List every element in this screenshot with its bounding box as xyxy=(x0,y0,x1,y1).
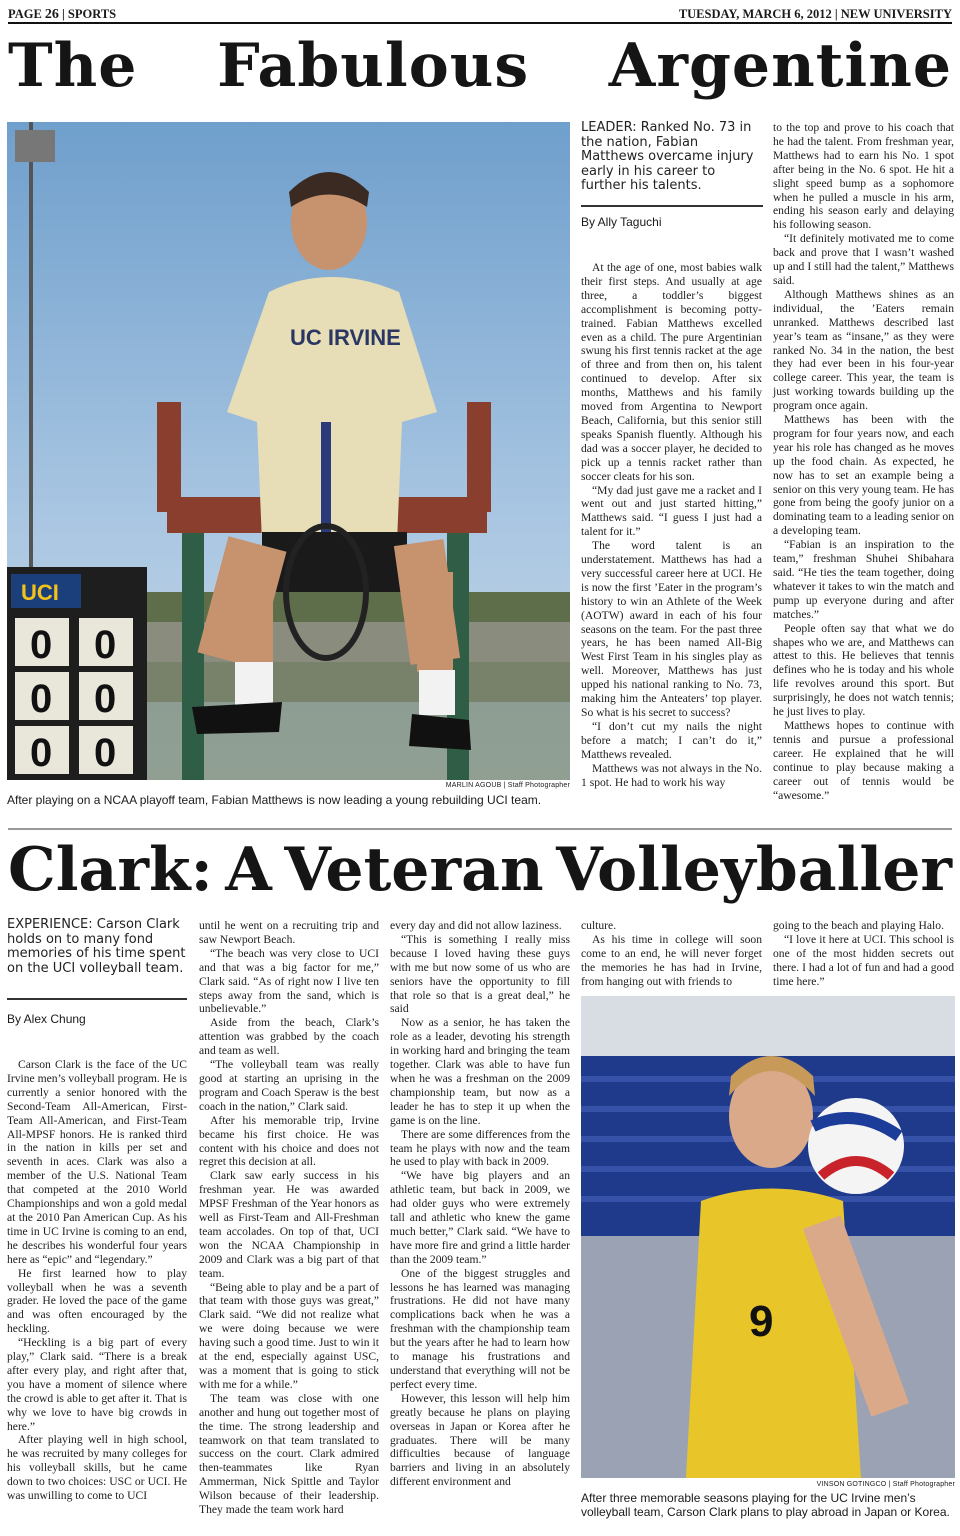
paragraph: Although Matthews shines as an individual, the ’Eaters remain unranked. Matthews described last year’s team as “insane,” as they were ranked No. 34 in the nation, the best they had ever been in his four-year college career. This year, the team is just working towards building up the program once again. xyxy=(773,287,954,413)
photo-credit-story1: MARLIN AGOUB | Staff Photographer xyxy=(445,782,570,789)
paragraph: After his memorable trip, Irvine became his first choice. He was content with his choice and does not regret this decision at all. xyxy=(199,1113,379,1169)
page-section-label xyxy=(8,7,116,23)
paragraph: Matthews has been with the program for four years now, and each year his role has changed as he moves up the food chain. As expected, he now has to set an example being a senior on this very young team. He has gone from being the goofy junior on a dominating team to a leading senior on a developing team. xyxy=(773,413,954,538)
paragraph: Aside from the beach, Clark’s attention was grabbed by the coach and team as well. xyxy=(199,1016,379,1058)
paragraph: The team was close with one another and hung out together most of the time. The strong leadership and teamwork on that team translated to success on the court. Clark admired then-teammates like Ryan Ammerman, Nick Spittle and Taylor Wilson because of their leadership. They made the team work hard xyxy=(199,1391,379,1517)
paragraph: going to the beach and playing Halo. xyxy=(773,919,944,932)
paragraph: Clark saw early success in his freshman year. He was awarded MPSF Freshman of the Year honors as well as First-Team and All-Freshman team accolades. On top of that, UCI won the NCAA Championship in 2009 and Clark was a big part of that team. xyxy=(199,1169,379,1280)
photo-caption-story1: After playing on a NCAA playoff team, Fabian Matthews is now leading a young rebuilding UCI team. xyxy=(7,793,542,807)
page-header xyxy=(8,4,952,24)
page-label: PAGE xyxy=(8,7,42,21)
paragraph: One of the biggest struggles and lessons he has learned was managing frustrations. He did not have many complications back when he was a freshman with the championship team but the years after he had to learn how to manage his frustrations and understand that everything will not be perfect every time. xyxy=(390,1266,570,1391)
score-digit: 0 xyxy=(30,623,53,667)
jersey-text: UC IRVINE xyxy=(290,325,401,350)
paragraph: to the top and prove to his coach that he had the talent. From freshman year, Matthews had to earn his No. 1 spot after being in the No. 6 spot. He hit a slight speed bump as a sophomore when he pulled a muscle in his arm, ending his season early and delaying his following season. xyxy=(773,121,954,232)
paragraph: “The volleyball team was really good at starting an uprising in the program and Coach Speraw is the best coach in the nation,” Clark said. xyxy=(199,1058,379,1113)
tennis-photo xyxy=(7,122,570,780)
article-column-story2-b xyxy=(199,919,379,1517)
paragraph: However, this lesson will help him greatly because he plans on playing overseas in Japan or Korea after he graduates. There will be many difficulties because of language barriers and living in an absolutely different environment and xyxy=(390,1391,570,1489)
article-column-story2-d xyxy=(581,919,762,989)
paragraph: People often say that what we do shapes who we are, and Matthews can attest to this. He believes that tennis defines who he is today and his whole life revolves around this sport. But surprisingly, he does not watch tennis; he just lives to play. xyxy=(773,621,954,719)
deck-rule xyxy=(7,998,187,1000)
paragraph: every day and did not allow laziness. xyxy=(390,919,562,932)
headline-word: Veteran xyxy=(284,835,544,905)
paragraph: until he went on a recruiting trip and saw Newport Beach. xyxy=(199,919,379,946)
byline-story2: By Alex Chung xyxy=(7,1012,86,1026)
article-column-story1-b xyxy=(773,121,954,802)
paragraph: At the age of one, most babies walk their first steps. And usually at age three, a toddler’s biggest accomplishment is becoming potty-trained. Fabian Matthews excelled even as a child. The pure Argentinian swung his first tennis racket at the age of three and from then on, his talent continued to develop. After six months, Matthews and his family moved from Argentina to Newport Beach, California, but this senior still speaks Spanish fluently. Although his dad was a soccer player, he decided to pick up a tennis racket rather than soccer cleats for his son. xyxy=(581,261,762,483)
paragraph: “I love it here at UCI. This school is one of the most hidden secrets out there. I had a lot of fun and had a good time here.” xyxy=(773,932,954,988)
paragraph: “This is something I really miss because I loved having these guys with me but now some of us who are seniors have the opportunity to fill that role so that is a great deal,” he said xyxy=(390,932,570,1016)
headline-word: Clark: xyxy=(8,835,213,905)
paragraph: “Being able to play and be a part of that team with those guys was great,” Clark said. “We did not realize what we were doing because we were having such a good time. Just to win it at the end, especially against USC, was a moment that is going to stick with me for a while.” xyxy=(199,1280,379,1391)
paragraph: He first learned how to play volleyball when he was a seventh grader. He loved the pace of the game and was often encouraged by the heckling. xyxy=(7,1266,187,1336)
score-digit: 0 xyxy=(30,731,53,775)
headline-word: Fabulous xyxy=(217,31,530,101)
paragraph: “We have big players and an athletic team, but back in 2009, we had older guys who were extremely tall and athletic who knew the game much better,” Clark said. “We have to have more fire and grind a little harder than the 2009 team.” xyxy=(390,1169,570,1266)
photo-caption-story2: After three memorable seasons playing for the UC Irvine men’s volleyball team, Carson Clark plans to play abroad in Japan or Korea. xyxy=(581,1491,950,1519)
byline-story1: By Ally Taguchi xyxy=(581,215,662,229)
score-digit: 0 xyxy=(94,677,117,721)
article-column-story2-a xyxy=(7,1058,187,1503)
score-digit: 0 xyxy=(30,677,53,721)
paragraph: The word talent is an understatement. Matthews has had a very successful career here at UCI. He is now the first ’Eater in the program’s history to win an Athlete of the Week (AOTW) award in each of his four seasons on the team. For the past three years, he has been named All-Big West First Team in his singles play as well. Moreover, Matthews has just upped his national ranking to No. 73, making him the Anteaters’ top player. So what is his secret to success? xyxy=(581,539,762,719)
photo-credit-story2: VINSON GOTINGCO | Staff Photographer xyxy=(816,1481,955,1488)
headline-word: Argentine xyxy=(608,31,952,101)
headline-word: A xyxy=(225,835,272,905)
paragraph: “Heckling is a big part of every play,” Clark said. “There is a break after every play, and right after that, you have a moment of silence where the crowd is able to get after it. That is why we love to have big crowds in here.” xyxy=(7,1336,187,1433)
deck-story1: LEADER: Ranked No. 73 in the nation, Fabian Matthews overcame injury early in his career to further his talents. xyxy=(581,120,754,193)
paragraph: “The beach was very close to UCI and that was a big factor for me,” Clark said. “As of right now I live ten steps away from the sand, which is unbelievable.” xyxy=(199,946,379,1016)
jersey-number: 9 xyxy=(749,1297,774,1346)
article-column-story1-a xyxy=(581,261,762,789)
story-divider xyxy=(8,828,952,830)
volleyball-photo xyxy=(581,996,955,1478)
date-paper: TUESDAY, MARCH 6, 2012 | NEW UNIVERSITY xyxy=(678,7,952,21)
score-digit: 0 xyxy=(94,731,117,775)
paragraph: “My dad just gave me a racket and I went out and just started hitting,” Matthews said. “I guess I just had a talent for it.” xyxy=(581,483,762,539)
paragraph: “I don’t cut my nails the night before a match; I can’t do it,” Matthews revealed. xyxy=(581,719,762,761)
headline-story1 xyxy=(8,31,952,101)
headline-word: The xyxy=(8,31,138,101)
volleyball-player-illustration xyxy=(581,996,955,1478)
paragraph: Matthews was not always in the No. 1 spot. He had to work his way xyxy=(581,761,762,789)
paragraph: “Fabian is an inspiration to the team,” freshman Shuhei Shibahara said. “He ties the team together, doing whatever it takes to win the match and pump up everyone during and after matches.” xyxy=(773,538,954,621)
paragraph: “It definitely motivated me to come back and prove that I wasn’t washed up and I still had the talent,” Matthews said. xyxy=(773,232,954,287)
headline-word: Volleyballer xyxy=(556,835,952,905)
score-digit: 0 xyxy=(94,623,117,667)
deck-story2: EXPERIENCE: Carson Clark holds on to many fond memories of his time spent on the UCI volleyball team. xyxy=(7,917,186,976)
paragraph: culture. xyxy=(581,919,617,932)
paragraph: There are some differences from the team he plays with now and the team he used to play with back in 2009. xyxy=(390,1127,570,1169)
headline-story2 xyxy=(8,835,952,905)
paragraph: Matthews hopes to continue with tennis and pursue a professional career. He explained that he will continue to play because making a career out of tennis would be “awesome.” xyxy=(773,718,954,802)
paragraph: After playing well in high school, he was recruited by many colleges for his volleyball skills, but he came down to two choices: USC or UCI. He was unwilling to come to UCI xyxy=(7,1433,187,1503)
page-number: 26 xyxy=(44,7,59,22)
scoreboard-text: UCI xyxy=(21,580,59,605)
section-name: | SPORTS xyxy=(62,7,117,21)
paragraph: Now as a senior, he has taken the role as a leader, devoting his strength in working hard and bringing the team together. Clark was able to have fun when he was a freshman on the 2009 championship team, but now as a leader he has to step it up when the game is on the line. xyxy=(390,1016,570,1127)
deck-rule xyxy=(581,205,763,207)
article-column-story2-e xyxy=(773,919,954,989)
article-column-story2-c xyxy=(390,919,570,1489)
tennis-player-illustration xyxy=(7,122,570,780)
paragraph: As his time in college will soon come to an end, he will never forget the memories he has had in Irvine, from hanging out with friends to xyxy=(581,932,762,988)
paragraph: Carson Clark is the face of the UC Irvine men’s volleyball program. He is currently a senior honored with the Second-Team All-American, First-Team All-American, and First-Team All-MPSF honors. He is ranked third in the nation in kills per set and seventh in aces. Clark was also a member of the U.S. National Team that competed at the 2010 World Championships and won a gold medal at the 2010 Pan American Cup. As his time in UC Irvine is coming to an end, he describes his wonderful four years here as “epic” and “legendary.” xyxy=(7,1058,187,1266)
